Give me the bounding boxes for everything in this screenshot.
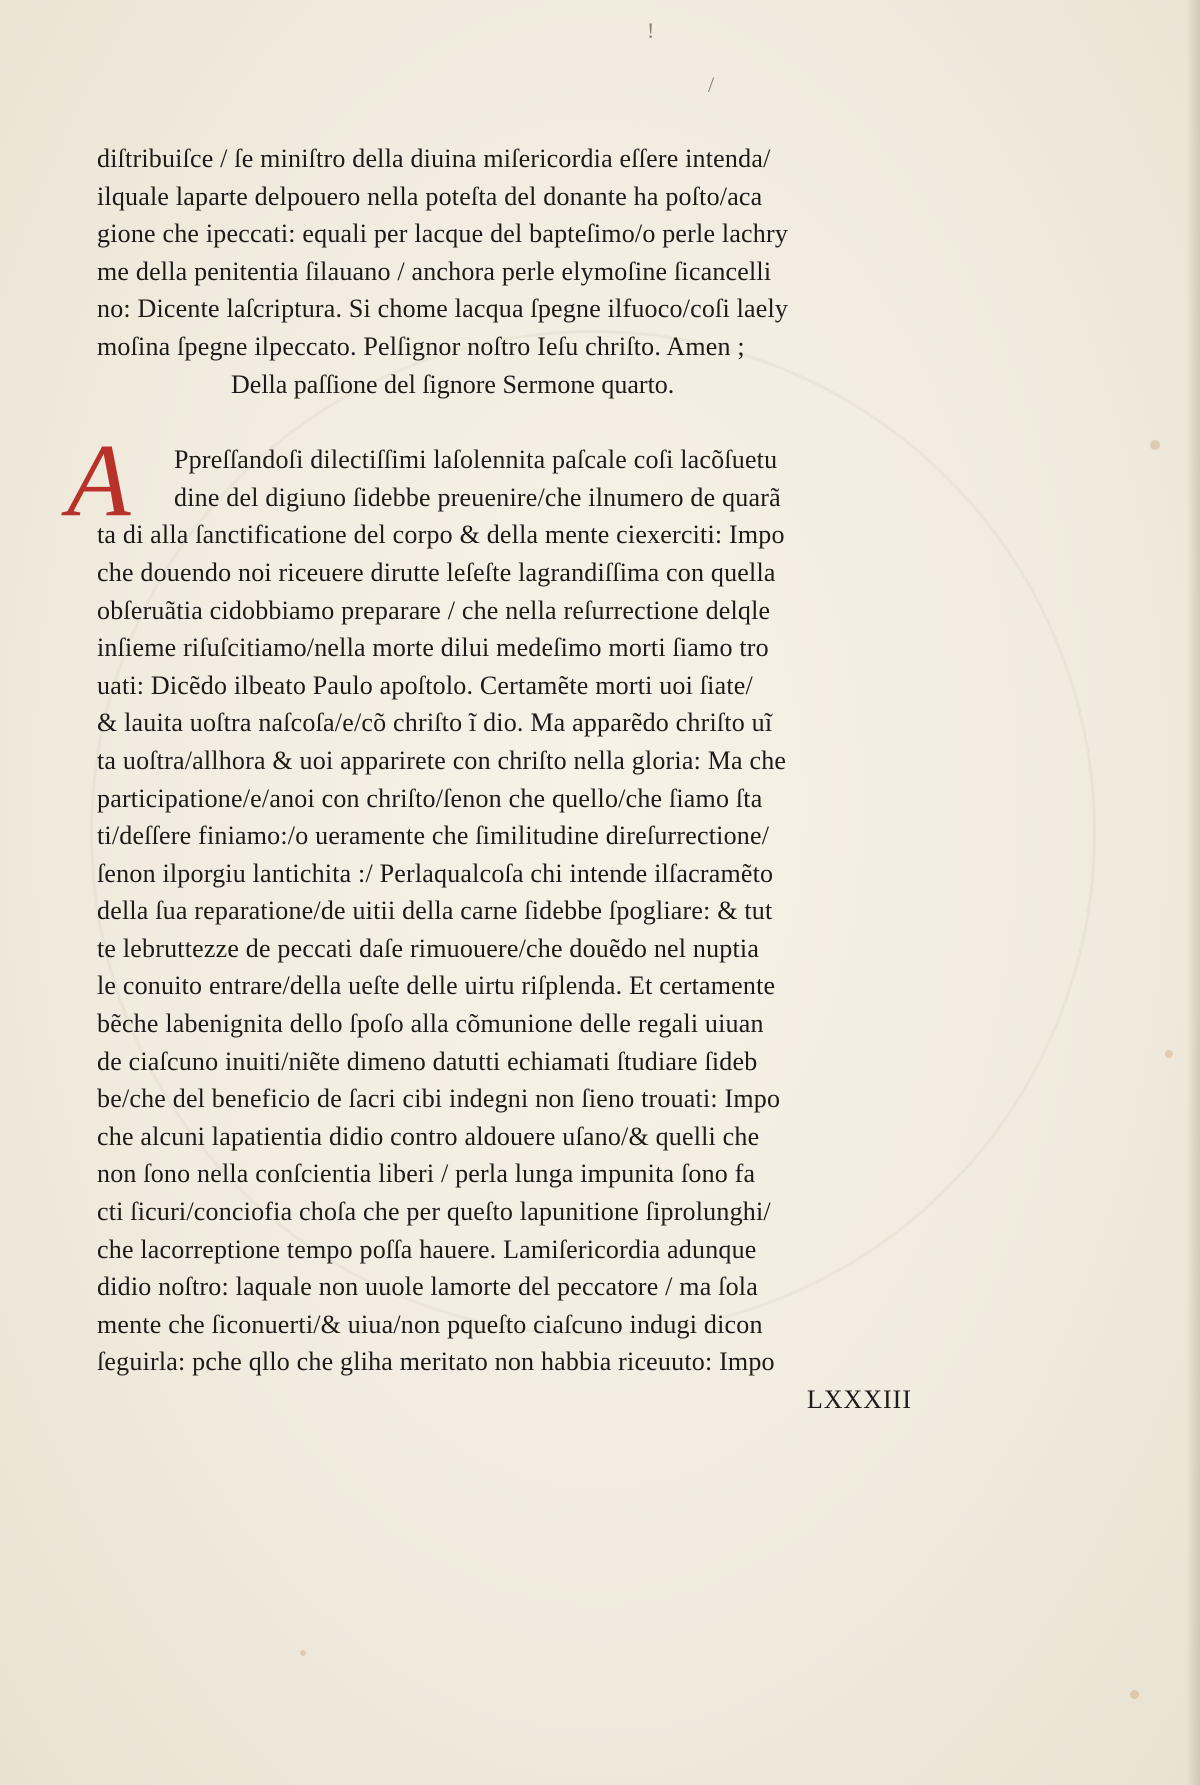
- folio-number: LXXXIII: [806, 1385, 912, 1414]
- text-line: be/che del beneficio de ſacri cibi indegni non ſieno trouati: Impo: [97, 1084, 781, 1114]
- red-initial-letter: A: [67, 423, 131, 539]
- text-line: ta uoſtra/allhora & uoi apparirete con chriſto nella gloria: Ma che: [97, 745, 787, 775]
- text-line: gione che ipeccati: equali per lacque del bapteſimo/o perle lachry: [97, 219, 789, 249]
- text-line: diſtribuiſce / ſe miniſtro della diuina miſericordia eſſere intenda/: [97, 144, 771, 173]
- text-line: mente che ſiconuerti/& uiua/non pqueſto ciaſcuno indugi dicon: [97, 1309, 763, 1339]
- text-line: moſina ſpegne ilpeccato. Pelſignor noſtro Ieſu chriſto. Amen ;: [97, 331, 745, 361]
- text-line: didio noſtro: laquale non uuole lamorte del peccatore / ma ſola: [97, 1272, 758, 1302]
- text-line: che lacorreptione tempo poſſa hauere. Lamiſericordia adunque: [97, 1234, 757, 1264]
- page-edge-shadow: [1186, 0, 1200, 1785]
- text-line: Ppreſſandoſi dilectiſſimi laſolennita paſcale coſi lacõſuetu: [174, 445, 778, 475]
- text-column: [67, 140, 927, 1419]
- text-line: le conuito entrare/della ueſte delle uirtu riſplenda. Et certamente: [97, 971, 776, 1001]
- text-line: obſeruãtia cidobbiamo preparare / che nella reſurrectione delqle: [97, 595, 771, 625]
- foxing-spot: [1130, 1690, 1139, 1699]
- text-line: & lauita uoſtra naſcoſa/e/cõ chriſto ĩ dio. Ma apparẽdo chriſto uĩ: [97, 708, 773, 738]
- text-line: ſenon ilporgiu lantichita :/ Perlaqualcoſa chi intende ilſacramẽto: [97, 858, 774, 888]
- section-gap: [97, 403, 927, 441]
- text-line: cti ſicuri/conciofia choſa che per queſto lapunitione ſiprolunghi/: [97, 1197, 771, 1227]
- foxing-spot: [300, 1650, 306, 1656]
- text-line: ta di alla ſanctificatione del corpo & della mente ciexerciti: Impo: [97, 520, 785, 550]
- sermon-heading: Della paſſione del ſignore Sermone quarto.: [231, 369, 675, 399]
- foxing-spot: [1165, 1050, 1173, 1058]
- foxing-spot: [1150, 440, 1160, 450]
- corner-mark: /: [708, 72, 715, 97]
- text-line: me della penitentia ſilauano / anchora perle elymoſine ſicancelli: [97, 256, 772, 286]
- text-line: non ſono nella conſcientia liberi / perla lunga impunita ſono fa: [97, 1159, 756, 1189]
- text-line: inſieme riſuſcitiamo/nella morte dilui medeſimo morti ſiamo tro: [97, 633, 769, 663]
- top-mark: !: [647, 18, 655, 43]
- text-line: ti/deſſere finiamo:/o ueramente che ſimilitudine direſurrectione/: [97, 821, 770, 851]
- text-line: bẽche labenignita dello ſpoſo alla cõmunione delle regali uiuan: [97, 1009, 764, 1039]
- text-line: no: Dicente laſcriptura. Si chome lacqua ſpegne ilfuoco/coſi laely: [97, 294, 789, 324]
- text-line: ſeguirla: pche qllo che gliha meritato non habbia riceuuto: Impo: [97, 1347, 775, 1377]
- text-line: della ſua reparatione/de uitii della carne ſidebbe ſpogliare: & tut: [97, 896, 773, 926]
- text-line: ilquale laparte delpouero nella poteſta del donante ha poſto/aca: [97, 181, 763, 211]
- text-line: uati: Dicẽdo ilbeato Paulo apoſtolo. Certamẽte morti uoi ſiate/: [97, 670, 753, 700]
- text-line: che alcuni lapatientia didio contro aldouere uſano/& quelli che: [97, 1121, 760, 1151]
- text-line: participatione/e/anoi con chriſto/ſenon che quello/che ſiamo ſta: [97, 783, 763, 813]
- text-line: te lebruttezze de peccati daſe rimuouere/che douẽdo nel nuptia: [97, 933, 760, 963]
- text-line: dine del digiuno ſidebbe preuenire/che ilnumero de quarã: [174, 482, 781, 512]
- text-line: che douendo noi riceuere dirutte leſeſte lagrandiſſima con quella: [97, 557, 776, 587]
- text-line: de ciaſcuno inuiti/niẽte dimeno datutti echiamati ſtudiare ſideb: [97, 1046, 758, 1076]
